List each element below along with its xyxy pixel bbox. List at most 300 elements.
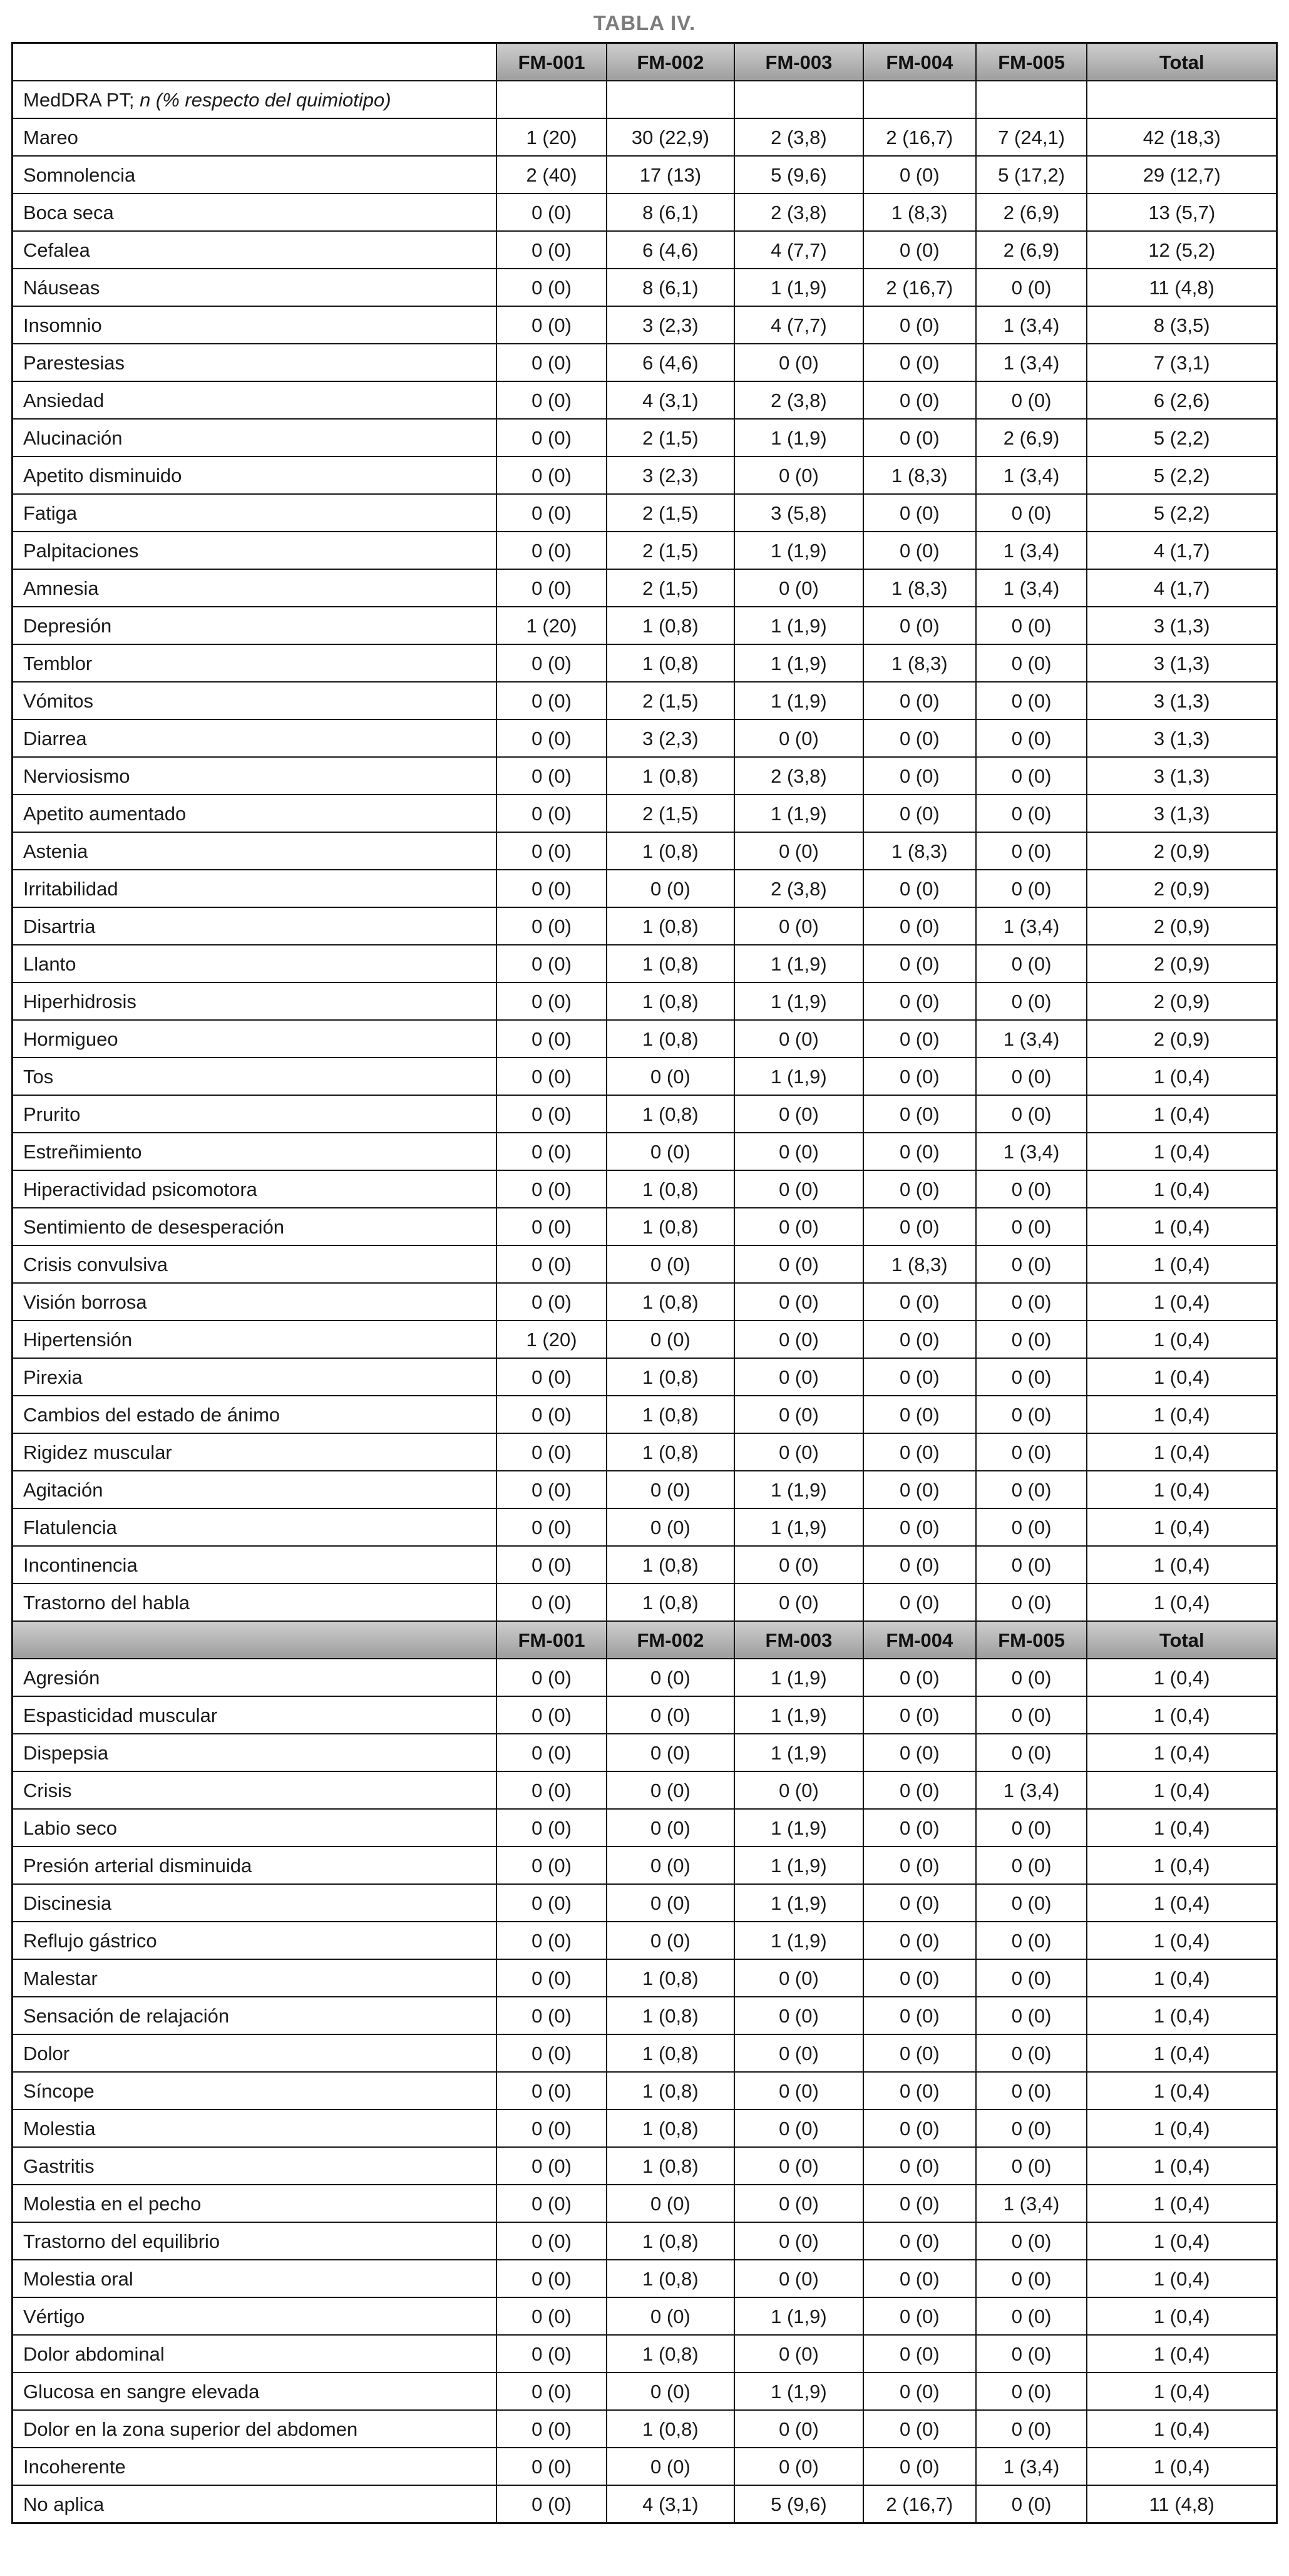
value-cell: 0 (0)	[496, 1058, 607, 1095]
value-cell: 5 (9,6)	[734, 156, 863, 193]
value-cell: 0 (0)	[734, 1245, 863, 1283]
table-row	[13, 719, 1277, 757]
value-cell: 0 (0)	[734, 2335, 863, 2372]
value-cell: 1 (0,4)	[1087, 1058, 1276, 1095]
value-cell: 1 (0,4)	[1087, 1245, 1276, 1283]
row-label: Somnolencia	[13, 156, 497, 193]
value-cell: 2 (0,9)	[1087, 982, 1276, 1020]
value-cell: 6 (2,6)	[1087, 381, 1276, 419]
table-row	[13, 1133, 1277, 1170]
value-cell: 5 (17,2)	[976, 156, 1087, 193]
value-cell: 0 (0)	[976, 2297, 1087, 2335]
column-header: FM-002	[607, 43, 734, 81]
value-cell: 3 (1,3)	[1087, 719, 1276, 757]
value-cell: 0 (0)	[496, 2072, 607, 2110]
empty-cell	[496, 81, 607, 118]
table-row	[13, 2297, 1277, 2335]
row-label: Síncope	[13, 2072, 497, 2110]
value-cell: 1 (0,8)	[607, 2335, 734, 2372]
value-cell: 1 (0,8)	[607, 1997, 734, 2034]
table-row	[13, 1809, 1277, 1847]
value-cell: 0 (0)	[496, 1584, 607, 1621]
table-row	[13, 1396, 1277, 1433]
row-label: Amnesia	[13, 569, 497, 607]
value-cell: 3 (5,8)	[734, 494, 863, 532]
empty-cell	[734, 81, 863, 118]
value-cell: 6 (4,6)	[607, 231, 734, 269]
value-cell: 4 (7,7)	[734, 231, 863, 269]
value-cell: 1 (3,4)	[976, 907, 1087, 945]
value-cell: 0 (0)	[496, 1922, 607, 1959]
value-cell: 7 (24,1)	[976, 118, 1087, 156]
row-label: Prurito	[13, 1095, 497, 1133]
value-cell: 1 (3,4)	[976, 456, 1087, 494]
value-cell: 1 (0,8)	[607, 644, 734, 682]
column-header: FM-004	[863, 43, 976, 81]
row-label: Crisis	[13, 1771, 497, 1809]
value-cell: 0 (0)	[496, 193, 607, 231]
value-cell: 0 (0)	[734, 1321, 863, 1358]
value-cell: 0 (0)	[496, 2110, 607, 2147]
value-cell: 2 (1,5)	[607, 569, 734, 607]
row-label: Astenia	[13, 832, 497, 870]
row-label: No aplica	[13, 2485, 497, 2523]
value-cell: 11 (4,8)	[1087, 269, 1276, 306]
value-cell: 1 (0,4)	[1087, 2185, 1276, 2222]
table-row	[13, 2335, 1277, 2372]
value-cell: 0 (0)	[863, 1058, 976, 1095]
value-cell: 0 (0)	[863, 494, 976, 532]
row-label: Disartria	[13, 907, 497, 945]
row-label: Estreñimiento	[13, 1133, 497, 1170]
value-cell: 0 (0)	[496, 2185, 607, 2222]
value-cell: 0 (0)	[496, 2034, 607, 2072]
value-cell: 0 (0)	[496, 1884, 607, 1922]
table-row	[13, 1170, 1277, 1208]
table-row	[13, 269, 1277, 306]
row-label: Espasticidad muscular	[13, 1696, 497, 1734]
value-cell: 0 (0)	[607, 870, 734, 907]
value-cell: 0 (0)	[863, 1358, 976, 1396]
value-cell: 1 (0,4)	[1087, 1358, 1276, 1396]
value-cell: 2 (6,9)	[976, 193, 1087, 231]
row-label: Irritabilidad	[13, 870, 497, 907]
value-cell: 0 (0)	[976, 1508, 1087, 1546]
value-cell: 1 (1,9)	[734, 1659, 863, 1696]
value-cell: 8 (6,1)	[607, 193, 734, 231]
value-cell: 1 (0,4)	[1087, 2335, 1276, 2372]
row-label: Agitación	[13, 1471, 497, 1508]
table-row	[13, 1584, 1277, 1621]
value-cell: 2 (1,5)	[607, 494, 734, 532]
row-label: Náuseas	[13, 269, 497, 306]
value-cell: 0 (0)	[976, 2260, 1087, 2297]
value-cell: 1 (0,4)	[1087, 1809, 1276, 1847]
value-cell: 0 (0)	[863, 1283, 976, 1321]
value-cell: 0 (0)	[863, 2448, 976, 2485]
value-cell: 0 (0)	[976, 945, 1087, 982]
value-cell: 0 (0)	[863, 945, 976, 982]
value-cell: 2 (6,9)	[976, 419, 1087, 456]
table-row	[13, 494, 1277, 532]
value-cell: 1 (1,9)	[734, 1922, 863, 1959]
value-cell: 4 (7,7)	[734, 306, 863, 344]
table-row	[13, 1959, 1277, 1997]
value-cell: 0 (0)	[496, 1959, 607, 1997]
measure-description-row	[13, 81, 1277, 118]
value-cell: 0 (0)	[734, 2410, 863, 2448]
value-cell: 1 (20)	[496, 607, 607, 644]
table-row	[13, 1433, 1277, 1471]
value-cell: 1 (1,9)	[734, 1696, 863, 1734]
value-cell: 0 (0)	[976, 1659, 1087, 1696]
value-cell: 0 (0)	[607, 1245, 734, 1283]
empty-cell	[863, 81, 976, 118]
value-cell: 2 (1,5)	[607, 795, 734, 832]
value-cell: 0 (0)	[976, 832, 1087, 870]
value-cell: 2 (16,7)	[863, 118, 976, 156]
row-label: Llanto	[13, 945, 497, 982]
value-cell: 2 (0,9)	[1087, 945, 1276, 982]
value-cell: 0 (0)	[496, 1208, 607, 1245]
value-cell: 4 (1,7)	[1087, 569, 1276, 607]
value-cell: 2 (1,5)	[607, 532, 734, 569]
table-row	[13, 2485, 1277, 2523]
value-cell: 0 (0)	[976, 1696, 1087, 1734]
value-cell: 0 (0)	[863, 532, 976, 569]
value-cell: 0 (0)	[607, 1133, 734, 1170]
value-cell: 0 (0)	[976, 2335, 1087, 2372]
table-row	[13, 569, 1277, 607]
value-cell: 0 (0)	[976, 1245, 1087, 1283]
value-cell: 0 (0)	[607, 2185, 734, 2222]
table-row	[13, 344, 1277, 381]
column-header-row	[13, 43, 1277, 81]
table-row	[13, 231, 1277, 269]
table-row	[13, 607, 1277, 644]
value-cell: 1 (3,4)	[976, 569, 1087, 607]
value-cell: 0 (0)	[734, 1997, 863, 2034]
value-cell: 1 (0,8)	[607, 2072, 734, 2110]
value-cell: 0 (0)	[863, 1847, 976, 1884]
row-label: Fatiga	[13, 494, 497, 532]
value-cell: 0 (0)	[863, 2110, 976, 2147]
value-cell: 1 (1,9)	[734, 1508, 863, 1546]
value-cell: 0 (0)	[976, 1884, 1087, 1922]
value-cell: 1 (1,9)	[734, 1847, 863, 1884]
value-cell: 0 (0)	[607, 2297, 734, 2335]
value-cell: 1 (8,3)	[863, 1245, 976, 1283]
value-cell: 0 (0)	[976, 1058, 1087, 1095]
value-cell: 3 (2,3)	[607, 306, 734, 344]
value-cell: 1 (0,4)	[1087, 1997, 1276, 2034]
value-cell: 0 (0)	[976, 269, 1087, 306]
table-row	[13, 2185, 1277, 2222]
value-cell: 0 (0)	[976, 1433, 1087, 1471]
value-cell: 1 (1,9)	[734, 945, 863, 982]
value-cell: 0 (0)	[976, 1396, 1087, 1433]
value-cell: 1 (0,8)	[607, 1170, 734, 1208]
value-cell: 0 (0)	[607, 1847, 734, 1884]
value-cell: 1 (1,9)	[734, 795, 863, 832]
value-cell: 0 (0)	[496, 2335, 607, 2372]
value-cell: 0 (0)	[863, 1884, 976, 1922]
value-cell: 1 (0,4)	[1087, 2072, 1276, 2110]
value-cell: 1 (0,4)	[1087, 1734, 1276, 1771]
value-cell: 0 (0)	[863, 719, 976, 757]
value-cell: 0 (0)	[863, 682, 976, 719]
value-cell: 0 (0)	[863, 1734, 976, 1771]
value-cell: 4 (3,1)	[607, 2485, 734, 2523]
value-cell: 0 (0)	[863, 2072, 976, 2110]
value-cell: 1 (3,4)	[976, 1771, 1087, 1809]
value-cell: 0 (0)	[863, 381, 976, 419]
value-cell: 1 (1,9)	[734, 682, 863, 719]
value-cell: 0 (0)	[496, 456, 607, 494]
table-row	[13, 2222, 1277, 2260]
value-cell: 0 (0)	[976, 982, 1087, 1020]
value-cell: 0 (0)	[734, 907, 863, 945]
value-cell: 8 (6,1)	[607, 269, 734, 306]
row-label: Molestia en el pecho	[13, 2185, 497, 2222]
value-cell: 0 (0)	[496, 532, 607, 569]
value-cell: 0 (0)	[607, 1734, 734, 1771]
value-cell: 0 (0)	[863, 1959, 976, 1997]
value-cell: 0 (0)	[863, 1997, 976, 2034]
value-cell: 0 (0)	[496, 306, 607, 344]
value-cell: 1 (20)	[496, 1321, 607, 1358]
value-cell: 1 (0,4)	[1087, 1847, 1276, 1884]
value-cell: 0 (0)	[734, 832, 863, 870]
value-cell: 0 (0)	[863, 419, 976, 456]
value-cell: 0 (0)	[734, 2185, 863, 2222]
value-cell: 0 (0)	[976, 1546, 1087, 1584]
value-cell: 0 (0)	[607, 1696, 734, 1734]
value-cell: 1 (0,8)	[607, 1546, 734, 1584]
table-row	[13, 644, 1277, 682]
table-row	[13, 1997, 1277, 2034]
row-label: Hipertensión	[13, 1321, 497, 1358]
row-label: Cambios del estado de ánimo	[13, 1396, 497, 1433]
value-cell: 0 (0)	[496, 381, 607, 419]
table-row	[13, 945, 1277, 982]
value-cell: 0 (0)	[976, 1584, 1087, 1621]
value-cell: 1 (0,8)	[607, 757, 734, 795]
value-cell: 0 (0)	[734, 2448, 863, 2485]
value-cell: 0 (0)	[607, 1659, 734, 1696]
value-cell: 0 (0)	[734, 2222, 863, 2260]
table-row	[13, 1358, 1277, 1396]
value-cell: 1 (0,4)	[1087, 1546, 1276, 1584]
value-cell: 0 (0)	[496, 569, 607, 607]
value-cell: 1 (0,4)	[1087, 2448, 1276, 2485]
value-cell: 0 (0)	[976, 1321, 1087, 1358]
value-cell: 2 (0,9)	[1087, 1020, 1276, 1058]
value-cell: 0 (0)	[863, 2410, 976, 2448]
value-cell: 0 (0)	[496, 644, 607, 682]
value-cell: 0 (0)	[496, 1283, 607, 1321]
value-cell: 0 (0)	[496, 1358, 607, 1396]
value-cell: 1 (0,4)	[1087, 1283, 1276, 1321]
row-label: Cefalea	[13, 231, 497, 269]
value-cell: 0 (0)	[496, 832, 607, 870]
value-cell: 0 (0)	[496, 2410, 607, 2448]
value-cell: 0 (0)	[734, 719, 863, 757]
value-cell: 1 (0,4)	[1087, 1095, 1276, 1133]
row-label: Rigidez muscular	[13, 1433, 497, 1471]
table-row	[13, 1546, 1277, 1584]
value-cell: 0 (0)	[496, 1245, 607, 1283]
row-label: Hiperactividad psicomotora	[13, 1170, 497, 1208]
value-cell: 0 (0)	[734, 2260, 863, 2297]
row-label: Malestar	[13, 1959, 497, 1997]
table-row	[13, 870, 1277, 907]
value-cell: 0 (0)	[976, 2110, 1087, 2147]
row-label: Labio seco	[13, 1809, 497, 1847]
value-cell: 0 (0)	[863, 1433, 976, 1471]
row-label: Palpitaciones	[13, 532, 497, 569]
row-label: Flatulencia	[13, 1508, 497, 1546]
value-cell: 0 (0)	[496, 945, 607, 982]
value-cell: 0 (0)	[976, 795, 1087, 832]
value-cell: 0 (0)	[734, 456, 863, 494]
table-row	[13, 682, 1277, 719]
value-cell: 1 (0,4)	[1087, 1321, 1276, 1358]
column-header: FM-002	[607, 1621, 734, 1659]
value-cell: 0 (0)	[863, 982, 976, 1020]
value-cell: 0 (0)	[863, 1471, 976, 1508]
row-label: Crisis convulsiva	[13, 1245, 497, 1283]
table-row	[13, 1321, 1277, 1358]
table-row	[13, 2034, 1277, 2072]
value-cell: 1 (0,4)	[1087, 1471, 1276, 1508]
value-cell: 0 (0)	[496, 344, 607, 381]
value-cell: 0 (0)	[496, 870, 607, 907]
value-cell: 0 (0)	[976, 2372, 1087, 2410]
value-cell: 1 (1,9)	[734, 532, 863, 569]
value-cell: 2 (0,9)	[1087, 870, 1276, 907]
table-row	[13, 907, 1277, 945]
value-cell: 2 (1,5)	[607, 419, 734, 456]
value-cell: 1 (1,9)	[734, 2372, 863, 2410]
value-cell: 1 (0,4)	[1087, 1584, 1276, 1621]
value-cell: 13 (5,7)	[1087, 193, 1276, 231]
value-cell: 1 (0,4)	[1087, 2110, 1276, 2147]
value-cell: 1 (0,8)	[607, 907, 734, 945]
value-cell: 1 (1,9)	[734, 2297, 863, 2335]
measure-prefix: MedDRA PT;	[23, 88, 140, 111]
value-cell: 1 (3,4)	[976, 344, 1087, 381]
value-cell: 1 (8,3)	[863, 569, 976, 607]
value-cell: 30 (22,9)	[607, 118, 734, 156]
value-cell: 1 (1,9)	[734, 1809, 863, 1847]
value-cell: 0 (0)	[734, 1283, 863, 1321]
row-label: Molestia oral	[13, 2260, 497, 2297]
table-row	[13, 381, 1277, 419]
value-cell: 2 (0,9)	[1087, 832, 1276, 870]
value-cell: 2 (3,8)	[734, 870, 863, 907]
value-cell: 3 (1,3)	[1087, 607, 1276, 644]
value-cell: 0 (0)	[734, 1095, 863, 1133]
value-cell: 5 (2,2)	[1087, 456, 1276, 494]
value-cell: 1 (0,8)	[607, 1433, 734, 1471]
value-cell: 1 (0,4)	[1087, 2260, 1276, 2297]
value-cell: 1 (3,4)	[976, 1020, 1087, 1058]
value-cell: 2 (3,8)	[734, 757, 863, 795]
value-cell: 0 (0)	[496, 907, 607, 945]
column-header: FM-003	[734, 43, 863, 81]
value-cell: 0 (0)	[863, 1584, 976, 1621]
value-cell: 0 (0)	[734, 1584, 863, 1621]
value-cell: 0 (0)	[607, 1884, 734, 1922]
value-cell: 0 (0)	[976, 1283, 1087, 1321]
value-cell: 0 (0)	[863, 1396, 976, 1433]
value-cell: 0 (0)	[496, 1771, 607, 1809]
value-cell: 2 (3,8)	[734, 118, 863, 156]
table-row	[13, 1771, 1277, 1809]
value-cell: 1 (8,3)	[863, 832, 976, 870]
value-cell: 0 (0)	[496, 419, 607, 456]
value-cell: 0 (0)	[976, 381, 1087, 419]
row-label: Discinesia	[13, 1884, 497, 1922]
value-cell: 0 (0)	[976, 607, 1087, 644]
value-cell: 0 (0)	[863, 1321, 976, 1358]
value-cell: 1 (0,8)	[607, 832, 734, 870]
value-cell: 0 (0)	[496, 1734, 607, 1771]
value-cell: 0 (0)	[863, 2297, 976, 2335]
value-cell: 1 (0,4)	[1087, 1133, 1276, 1170]
table-row	[13, 1508, 1277, 1546]
value-cell: 5 (2,2)	[1087, 419, 1276, 456]
row-label: Incontinencia	[13, 1546, 497, 1584]
value-cell: 1 (1,9)	[734, 419, 863, 456]
value-cell: 0 (0)	[496, 2260, 607, 2297]
value-cell: 1 (8,3)	[863, 193, 976, 231]
value-cell: 1 (3,4)	[976, 1133, 1087, 1170]
value-cell: 0 (0)	[976, 1734, 1087, 1771]
column-header: FM-003	[734, 1621, 863, 1659]
row-label: Hiperhidrosis	[13, 982, 497, 1020]
value-cell: 1 (0,4)	[1087, 1396, 1276, 1433]
value-cell: 0 (0)	[863, 1922, 976, 1959]
table-row	[13, 2260, 1277, 2297]
value-cell: 1 (1,9)	[734, 644, 863, 682]
column-header: FM-001	[496, 1621, 607, 1659]
value-cell: 0 (0)	[863, 1170, 976, 1208]
value-cell: 1 (1,9)	[734, 982, 863, 1020]
value-cell: 0 (0)	[863, 2260, 976, 2297]
value-cell: 1 (3,4)	[976, 2185, 1087, 2222]
value-cell: 1 (0,8)	[607, 2410, 734, 2448]
value-cell: 0 (0)	[607, 1809, 734, 1847]
value-cell: 0 (0)	[607, 1058, 734, 1095]
value-cell: 11 (4,8)	[1087, 2485, 1276, 2523]
value-cell: 0 (0)	[863, 2147, 976, 2185]
value-cell: 0 (0)	[734, 1208, 863, 1245]
value-cell: 0 (0)	[863, 2222, 976, 2260]
row-label: Trastorno del equilibrio	[13, 2222, 497, 2260]
value-cell: 0 (0)	[734, 1133, 863, 1170]
empty-cell	[607, 81, 734, 118]
value-cell: 1 (0,8)	[607, 1208, 734, 1245]
value-cell: 0 (0)	[607, 2448, 734, 2485]
value-cell: 0 (0)	[496, 1696, 607, 1734]
value-cell: 0 (0)	[976, 1358, 1087, 1396]
value-cell: 3 (1,3)	[1087, 795, 1276, 832]
table-title: TABLA IV.	[593, 11, 696, 34]
value-cell: 0 (0)	[496, 2372, 607, 2410]
value-cell: 0 (0)	[496, 1508, 607, 1546]
